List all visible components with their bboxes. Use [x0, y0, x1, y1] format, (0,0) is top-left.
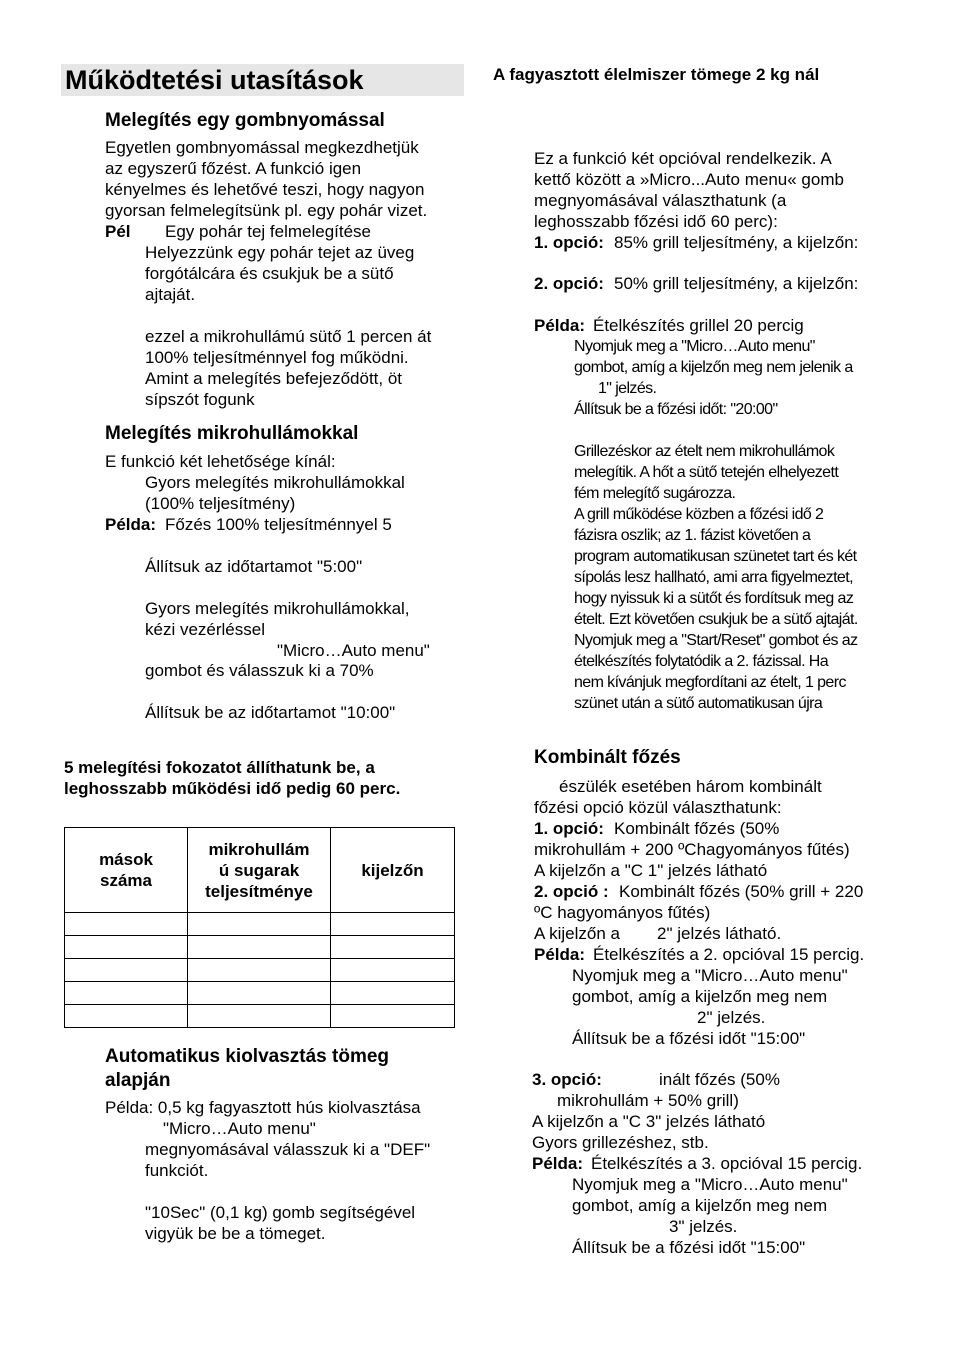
table-row: [65, 936, 455, 959]
text-line: ételt. Ezt követően csukjuk be a sütő ajtaját.: [574, 611, 858, 628]
table-cell: [65, 982, 188, 1005]
text-line: gyorsan felmelegítsünk pl. egy pohár vizet.: [105, 201, 428, 220]
text-line: 1" jelzés.: [598, 380, 657, 397]
header-text: teljesítménye: [205, 881, 313, 901]
text-line: "Micro…Auto menu": [277, 641, 430, 660]
text-line: Grillezéskor az ételt nem mikrohullámok: [574, 443, 835, 460]
text-line: Gyors melegítés mikrohullámokkal,: [145, 599, 410, 618]
text-line: 2" jelzés látható.: [657, 924, 782, 943]
table-cell: [331, 959, 455, 982]
text-line: nem kívánjuk megfordítani az ételt, 1 perc: [574, 674, 846, 691]
text-line: 85% grill teljesítmény, a kijelzőn:: [614, 233, 859, 252]
text-line: Nyomjuk meg a "Start/Reset" gombot és az: [574, 632, 858, 649]
page-title-bar: [61, 64, 464, 96]
text-line: Egyetlen gombnyomással megkezdhetjük: [105, 138, 419, 157]
text-line: Ez a funkció két opcióval rendelkezik. A: [534, 149, 832, 168]
text-line: kézi vezérléssel: [145, 620, 265, 639]
table-row: [65, 982, 455, 1005]
text-line: gombot, amíg a kijelzőn meg nem: [572, 987, 828, 1006]
text-line: "Micro…Auto menu": [163, 1119, 316, 1138]
bold-note-line: leghosszabb működési idő pedig 60 perc.: [64, 779, 401, 798]
header-text: mikrohullám: [208, 839, 310, 859]
text-line: forgótálcára és csukjuk be a sütő: [145, 264, 394, 283]
text-line: Ételkészítés grillel 20 percig: [593, 316, 804, 335]
text-line: Példa: 0,5 kg fagyasztott hús kiolvasztása: [105, 1098, 421, 1117]
power-levels-table: [64, 827, 455, 1028]
section-heading-combined: Kombinált főzés: [534, 747, 681, 768]
text-line: Főzés 100% teljesítménnyel 5: [165, 515, 392, 534]
text-line: Kombinált főzés (50%: [614, 819, 780, 838]
text-line: program automatikusan szünetet tart és két: [574, 548, 857, 565]
bold-note-line: 5 melegítési fokozatot állíthatunk be, a: [64, 758, 375, 777]
text-line: ajtaját.: [145, 285, 196, 304]
text-line: mikrohullám + 200 ºChagyományos fűtés): [534, 840, 850, 859]
text-line: főzési opció közül választhatunk:: [534, 798, 782, 817]
text-line: leghosszabb főzési idő 60 perc):: [534, 212, 778, 231]
table-header-cell: [331, 828, 455, 913]
text-line: "10Sec" (0,1 kg) gomb segítségével: [145, 1203, 416, 1222]
header-text: száma: [100, 871, 152, 890]
option-label: 2. opció :: [534, 882, 609, 901]
example-label: Példa:: [105, 515, 157, 534]
text-line: fázisra oszlik; az 1. fázist követően a: [574, 527, 811, 544]
text-line: funkciót.: [145, 1161, 209, 1180]
text-line: Nyomjuk meg a "Micro…Auto menu": [572, 1175, 848, 1194]
example-label: Példa:: [534, 945, 586, 964]
text-line: melegítik. A hőt a sütő tetején elhelyezett: [574, 464, 839, 481]
text-line: kettő között a »Micro...Auto menu« gomb: [534, 170, 844, 189]
text-line: Nyomjuk meg a "Micro…Auto menu": [572, 966, 848, 985]
text-line: A kijelzőn a "C 3" jelzés látható: [532, 1112, 766, 1131]
option-label: 3. opció:: [532, 1070, 602, 1089]
table-cell: [331, 1005, 455, 1028]
text-line: E funkció két lehetősége kínál:: [105, 452, 336, 471]
section-heading-defrost: Automatikus kiolvasztás tömeg: [105, 1046, 390, 1067]
text-line: hogy nyissuk ki a sütőt és fordítsuk meg az: [574, 590, 854, 607]
text-line: vigyük be be a tömeget.: [145, 1224, 326, 1243]
text-line: Nyomjuk meg a "Micro…Auto menu": [574, 338, 815, 355]
table-header-cell: [65, 828, 188, 913]
text-line: A kijelzőn a "C 1" jelzés látható: [534, 861, 768, 880]
text-line: fém melegítő sugározza.: [574, 485, 736, 502]
text-line: ételkészítés folytatódik a 2. fázissal. Ha: [574, 653, 829, 670]
table-row: [65, 1005, 455, 1028]
table-cell: [188, 1005, 331, 1028]
text-line: Állítsuk be a főzési időt "15:00": [572, 1238, 806, 1257]
header-text: mások: [99, 850, 153, 869]
text-line: az egyszerű főzést. A funkció igen: [105, 159, 362, 178]
text-line: Helyezzünk egy pohár tejet az üveg: [145, 243, 415, 262]
header-text: kijelzőn: [361, 860, 424, 880]
example-label: Példa:: [532, 1154, 584, 1173]
text-line: megnyomásával választhatunk (a: [534, 191, 787, 210]
table-cell: [331, 913, 455, 936]
table-cell: [331, 936, 455, 959]
table-cell: [65, 1005, 188, 1028]
section-heading-microwave: Melegítés mikrohullámokkal: [105, 423, 359, 444]
text-line: Kombinált főzés (50% grill + 220: [619, 882, 864, 901]
table-cell: [188, 913, 331, 936]
table-row: [65, 959, 455, 982]
text-line: ezzel a mikrohullámú sütő 1 percen át: [145, 327, 432, 346]
text-line: Gyors melegítés mikrohullámokkal: [145, 473, 405, 492]
table-cell: [188, 959, 331, 982]
text-line: (100% teljesítmény): [145, 494, 296, 513]
text-line: Állítsuk az időtartamot "5:00": [145, 557, 363, 576]
text-line: Gyors grillezéshez, stb.: [532, 1133, 709, 1152]
text-line: gombot, amíg a kijelzőn meg nem: [572, 1196, 828, 1215]
text-line: Állítsuk be a főzési időt: "20:00": [574, 401, 778, 418]
example-label: Példa:: [534, 316, 586, 335]
table-header-row: [65, 828, 455, 913]
table-row: [65, 913, 455, 936]
text-line: Állítsuk be az időtartamot "10:00": [145, 703, 396, 722]
page-title: Működtetési utasítások: [65, 65, 364, 95]
text-line: 2" jelzés.: [697, 1008, 766, 1027]
section-heading-one-touch: Melegítés egy gombnyomással: [105, 110, 385, 131]
text-line: kényelmes és lehetővé teszi, hogy nagyon: [105, 180, 425, 199]
text-line: megnyomásával válasszuk ki a "DEF": [145, 1140, 431, 1159]
text-line: Egy pohár tej felmelegítése: [165, 222, 372, 241]
text-line: Amint a melegítés befejeződött, öt: [145, 369, 403, 388]
text-line: inált főzés (50%: [659, 1070, 780, 1089]
text-line: sípolás lesz hallható, ami arra figyelmeztet,: [574, 569, 853, 586]
text-line: 50% grill teljesítmény, a kijelzőn:: [614, 274, 859, 293]
text-line: sípszót fogunk: [145, 390, 255, 409]
text-line: 100% teljesítménnyel fog működni.: [145, 348, 409, 367]
text-line: mikrohullám + 50% grill): [557, 1091, 739, 1110]
table-cell: [331, 982, 455, 1005]
text-line: gombot és válasszuk ki a 70%: [145, 661, 374, 680]
text-line: gombot, amíg a kijelzőn meg nem jelenik a: [574, 359, 853, 376]
frozen-weight-note: A fagyasztott élelmiszer tömege 2 kg nál: [493, 65, 820, 84]
table-header-cell: [188, 828, 331, 913]
text-line: Állítsuk be a főzési időt "15:00": [572, 1029, 806, 1048]
table-cell: [188, 936, 331, 959]
text-line: szünet után a sütő automatikusan újra: [574, 695, 823, 712]
table-cell: [188, 982, 331, 1005]
section-heading-defrost-cont: alapján: [105, 1070, 171, 1091]
text-line: A grill működése közben a főzési idő 2: [574, 506, 824, 523]
text-line: Ételkészítés a 2. opcióval 15 percig.: [593, 945, 865, 964]
text-line: A kijelzőn a: [534, 924, 620, 943]
text-line: ºC hagyományos fűtés): [534, 903, 711, 922]
option-label: 1. opció:: [534, 819, 604, 838]
example-label: Pél: [105, 222, 131, 241]
header-text: ú sugarak: [218, 860, 300, 880]
text-line: észülék esetében három kombinált: [559, 777, 822, 796]
table-cell: [65, 959, 188, 982]
table-cell: [65, 913, 188, 936]
option-label: 2. opció:: [534, 274, 604, 293]
table-cell: [65, 936, 188, 959]
text-line: Ételkészítés a 3. opcióval 15 percig.: [591, 1154, 863, 1173]
text-line: 3" jelzés.: [669, 1217, 738, 1236]
option-label: 1. opció:: [534, 233, 604, 252]
